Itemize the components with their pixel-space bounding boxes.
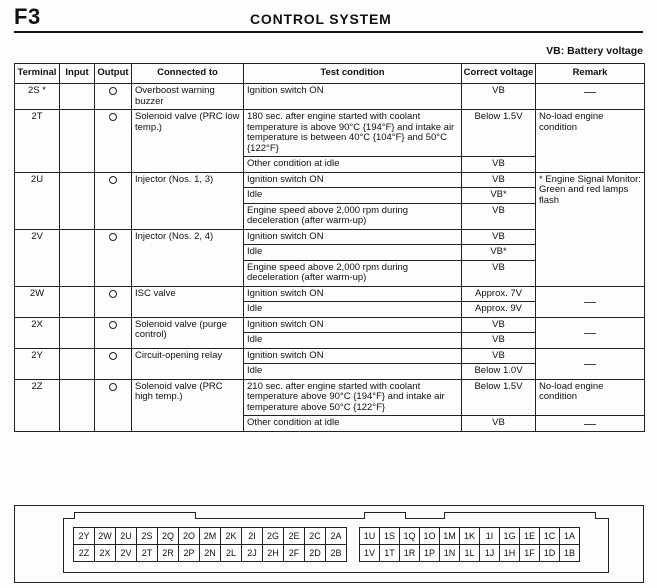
voltage-cell: VB* — [462, 188, 536, 204]
input-cell — [60, 172, 95, 229]
condition-cell: Idle — [244, 364, 462, 380]
connector-pin: 1E — [519, 527, 540, 545]
connector-pin: 1H — [499, 544, 520, 562]
connector-pin: 2N — [199, 544, 221, 562]
dash-mark — [584, 302, 596, 303]
voltage-cell: Below 1.0V — [462, 364, 536, 380]
input-cell — [60, 110, 95, 173]
terminal-voltage-table — [14, 63, 645, 432]
remark-cell: No-load engine condition — [536, 379, 645, 416]
condition-cell: Idle — [244, 188, 462, 204]
connector-pin: 2F — [283, 544, 305, 562]
voltage-cell: Below 1.5V — [462, 110, 536, 157]
header-rule — [14, 31, 643, 33]
connector-pin: 2H — [262, 544, 284, 562]
connector-pin: 1T — [379, 544, 400, 562]
connector-pin: 2T — [136, 544, 158, 562]
connector-pin: 2Y — [73, 527, 95, 545]
col-connected-to: Connected to — [132, 64, 244, 84]
connected-cell: Solenoid valve (PRC low temp.) — [132, 110, 244, 173]
remark-cell: No-load engine condition — [536, 110, 645, 173]
connector-pin: 2J — [241, 544, 263, 562]
connector-pin: 1C — [539, 527, 560, 545]
table-row — [15, 172, 645, 188]
table-row — [15, 379, 645, 416]
voltage-cell: Approx. 7V — [462, 286, 536, 302]
voltage-cell: VB — [462, 229, 536, 245]
col-input: Input — [60, 64, 95, 84]
condition-cell: Ignition switch ON — [244, 286, 462, 302]
connector-pin: 1M — [439, 527, 460, 545]
voltage-cell: VB — [462, 84, 536, 110]
terminal-cell: 2S * — [15, 84, 60, 110]
connector-pin: 1A — [559, 527, 580, 545]
voltage-cell: VB — [462, 172, 536, 188]
condition-cell: 180 sec. after engine started with coolant temperature is above 90°C {194°F} and intake air temperature is between 40°C {104°F} and 50°C {122°F} — [244, 110, 462, 157]
input-cell — [60, 348, 95, 379]
condition-cell: Idle — [244, 333, 462, 349]
battery-voltage-note: VB: Battery voltage — [546, 45, 643, 57]
connector-pin: 2G — [262, 527, 284, 545]
connector-pin: 1L — [459, 544, 480, 562]
remark-cell — [536, 317, 645, 348]
output-cell — [95, 172, 132, 229]
connector-pin: 1K — [459, 527, 480, 545]
voltage-cell: VB — [462, 317, 536, 333]
table-header-row — [15, 64, 645, 84]
page-title: CONTROL SYSTEM — [250, 11, 392, 27]
dash-mark — [584, 424, 596, 425]
connector-pin: 1U — [359, 527, 380, 545]
connector-pin: 1O — [419, 527, 440, 545]
output-mark — [109, 290, 117, 298]
condition-cell: Other condition at idle — [244, 157, 462, 173]
output-cell — [95, 379, 132, 431]
condition-cell: Ignition switch ON — [244, 84, 462, 110]
connector-pin: 1V — [359, 544, 380, 562]
connector-pin: 2L — [220, 544, 242, 562]
table-row — [15, 286, 645, 302]
connector-pins-left — [74, 528, 347, 562]
connector-pin: 1G — [499, 527, 520, 545]
output-mark — [109, 233, 117, 241]
condition-cell: Ignition switch ON — [244, 172, 462, 188]
connector-pin: 1B — [559, 544, 580, 562]
output-mark — [109, 87, 117, 95]
condition-cell: Ignition switch ON — [244, 317, 462, 333]
connector-pin: 2O — [178, 527, 200, 545]
connector-pin: 2E — [283, 527, 305, 545]
connector-pin: 1J — [479, 544, 500, 562]
connector-pin: 2I — [241, 527, 263, 545]
remark-cell — [536, 286, 645, 317]
table-row — [15, 84, 645, 110]
voltage-cell: VB — [462, 260, 536, 286]
voltage-cell: Below 1.5V — [462, 379, 536, 416]
connector-pin: 2A — [325, 527, 347, 545]
connector-pins-right — [360, 528, 580, 562]
connector-pin: 1Q — [399, 527, 420, 545]
connector-pin: 2Q — [157, 527, 179, 545]
terminal-cell: 2V — [15, 229, 60, 286]
terminal-cell: 2T — [15, 110, 60, 173]
connected-cell: Circuit-opening relay — [132, 348, 244, 379]
connector-pin: 2P — [178, 544, 200, 562]
connector-latch — [74, 512, 196, 519]
voltage-cell: VB — [462, 348, 536, 364]
input-cell — [60, 379, 95, 431]
output-mark — [109, 176, 117, 184]
col-correct-voltage: Correct voltage — [462, 64, 536, 84]
connector-key — [364, 512, 406, 519]
output-mark — [109, 113, 117, 121]
connected-cell: Solenoid valve (purge control) — [132, 317, 244, 348]
col-remark: Remark — [536, 64, 645, 84]
input-cell — [60, 286, 95, 317]
voltage-cell: VB — [462, 203, 536, 229]
connector-pin: 2C — [304, 527, 326, 545]
connector-pin: 1S — [379, 527, 400, 545]
connector-body — [63, 518, 609, 573]
condition-cell: Other condition at idle — [244, 416, 462, 432]
connector-pin: 2R — [157, 544, 179, 562]
condition-cell: Engine speed above 2,000 rpm during deceleration (after warm-up) — [244, 203, 462, 229]
input-cell — [60, 229, 95, 286]
remark-cell: * Engine Signal Monitor: Green and red lamps flash — [536, 172, 645, 286]
connector-pin: 1R — [399, 544, 420, 562]
input-cell — [60, 84, 95, 110]
connector-pin: 2W — [94, 527, 116, 545]
connected-cell: Solenoid valve (PRC high temp.) — [132, 379, 244, 431]
terminal-cell: 2Z — [15, 379, 60, 431]
col-output: Output — [95, 64, 132, 84]
output-mark — [109, 383, 117, 391]
remark-cell — [536, 348, 645, 379]
dash-mark — [584, 364, 596, 365]
condition-cell: Ignition switch ON — [244, 348, 462, 364]
terminal-cell: 2X — [15, 317, 60, 348]
condition-cell: Engine speed above 2,000 rpm during deceleration (after warm-up) — [244, 260, 462, 286]
connector-pin: 2Z — [73, 544, 95, 562]
connector-pin: 2M — [199, 527, 221, 545]
output-cell — [95, 317, 132, 348]
output-cell — [95, 348, 132, 379]
voltage-cell: Approx. 9V — [462, 302, 536, 318]
table-row — [15, 317, 645, 333]
output-mark — [109, 321, 117, 329]
voltage-cell: VB — [462, 157, 536, 173]
connector-latch — [444, 512, 596, 519]
connector-pin: 2X — [94, 544, 116, 562]
col-terminal: Terminal — [15, 64, 60, 84]
table-row — [15, 348, 645, 364]
remark-cell — [536, 84, 645, 110]
connector-pin: 1I — [479, 527, 500, 545]
connector-pin: 2K — [220, 527, 242, 545]
connector-pin: 1N — [439, 544, 460, 562]
terminal-cell: 2U — [15, 172, 60, 229]
condition-cell: Idle — [244, 302, 462, 318]
connector-pin: 1F — [519, 544, 540, 562]
output-cell — [95, 286, 132, 317]
voltage-cell: VB — [462, 416, 536, 432]
condition-cell: Ignition switch ON — [244, 229, 462, 245]
terminal-cell: 2W — [15, 286, 60, 317]
terminal-cell: 2Y — [15, 348, 60, 379]
connector-pin: 2B — [325, 544, 347, 562]
connected-cell: Injector (Nos. 1, 3) — [132, 172, 244, 229]
remark-cell — [536, 416, 645, 432]
connector-pin: 2S — [136, 527, 158, 545]
section-code: F3 — [14, 4, 41, 29]
output-cell — [95, 110, 132, 173]
dash-mark — [584, 333, 596, 334]
connected-cell: ISC valve — [132, 286, 244, 317]
voltage-cell: VB* — [462, 245, 536, 261]
table-row — [15, 110, 645, 157]
connector-pin: 2U — [115, 527, 137, 545]
connector-pin: 2V — [115, 544, 137, 562]
output-cell — [95, 84, 132, 110]
connector-pin: 1P — [419, 544, 440, 562]
input-cell — [60, 317, 95, 348]
connector-pin: 2D — [304, 544, 326, 562]
output-cell — [95, 229, 132, 286]
connector-pin: 1D — [539, 544, 560, 562]
col-test-condition: Test condition — [244, 64, 462, 84]
dash-mark — [584, 92, 596, 93]
connected-cell: Overboost warning buzzer — [132, 84, 244, 110]
connected-cell: Injector (Nos. 2, 4) — [132, 229, 244, 286]
connector-diagram — [14, 505, 644, 583]
condition-cell: Idle — [244, 245, 462, 261]
voltage-cell: VB — [462, 333, 536, 349]
condition-cell: 210 sec. after engine started with coolant temperature above 90°C {194°F} and intake air temperature above 50°C {122°F} — [244, 379, 462, 416]
output-mark — [109, 352, 117, 360]
